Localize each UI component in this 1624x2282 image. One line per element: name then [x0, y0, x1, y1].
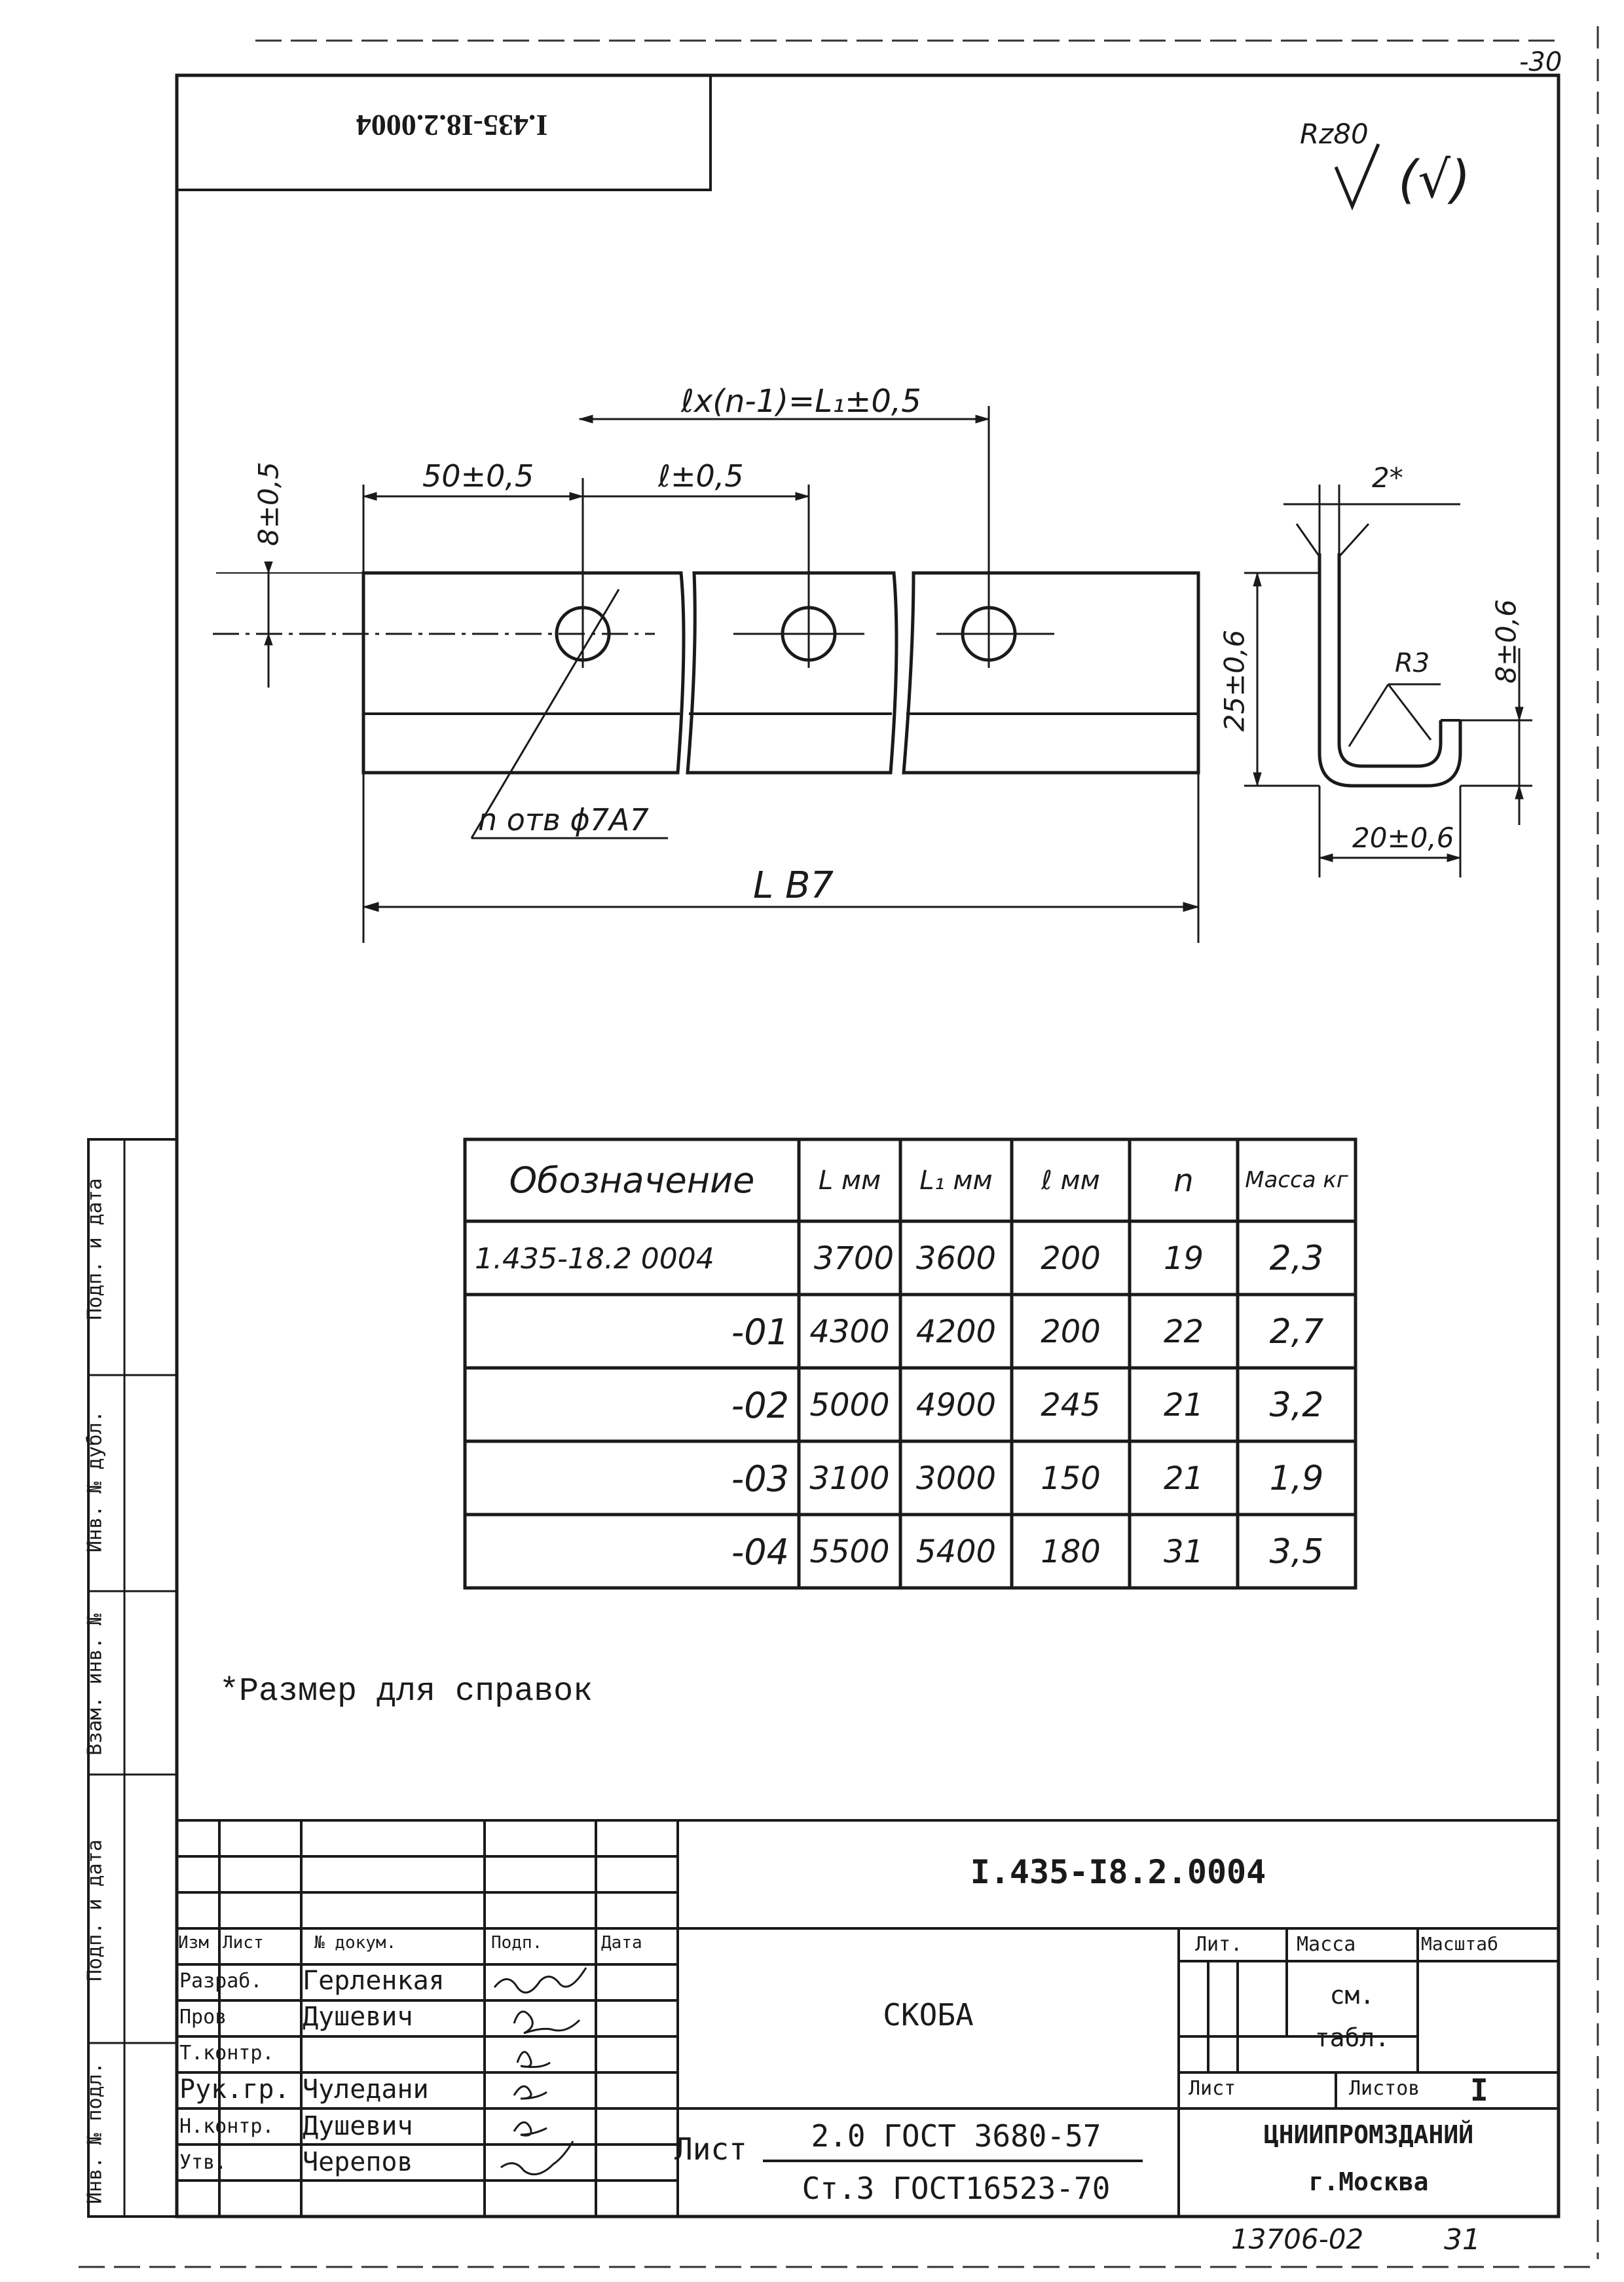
table-cell-mass: 2,3 [1269, 1239, 1324, 1278]
name-developed: Герленкая [303, 1966, 445, 1996]
table-cell-length1: 4200 [915, 1314, 997, 1350]
mass-label: Масса [1297, 1933, 1356, 1956]
side-label-dup-inv: Инв. № дубл. [83, 1410, 107, 1553]
side-label-sign-date-2: Подп. и дата [83, 1839, 107, 1981]
roughness-value: Rz80 [1300, 118, 1369, 150]
table-cell-designation: 1.435-18.2 0004 [475, 1242, 714, 1276]
dim-first-hole: 50±0,5 [422, 458, 534, 494]
col-header-doc: № докум. [314, 1933, 397, 1953]
roughness-general: (√) [1398, 151, 1471, 210]
table-cell-length: 3700 [813, 1240, 894, 1277]
table-cell-mass: 3,5 [1269, 1532, 1324, 1572]
material-label: Лист [674, 2131, 747, 2167]
table-header-pitch: ℓ мм [1041, 1165, 1100, 1196]
table-cell-length: 3100 [809, 1460, 890, 1497]
table-header-length1: L₁ мм [919, 1165, 993, 1196]
table-cell-length1: 3600 [915, 1240, 997, 1277]
table-cell-count: 19 [1163, 1240, 1204, 1277]
sheet-label: Лист [1189, 2077, 1236, 2100]
table-cell-count: 31 [1163, 1534, 1204, 1570]
material-line2: Ст.3 ГОСТ16523-70 [802, 2171, 1111, 2206]
table-cell-designation: -01 [731, 1311, 789, 1353]
title-block-part-name: СКОБА [883, 1997, 974, 2033]
name-norm-control: Душевич [303, 2111, 413, 2141]
bottom-stamp-number: 13706-02 [1231, 2223, 1364, 2255]
role-approved: Утв. [179, 2151, 227, 2174]
scale-label: Масштаб [1421, 1933, 1499, 1955]
org-city: г.Москва [1308, 2167, 1429, 2196]
table-cell-mass: 1,9 [1269, 1459, 1324, 1498]
sheets-label: Листов [1349, 2077, 1420, 2100]
name-checked: Душевич [303, 2002, 413, 2032]
col-header-date: Дата [601, 1933, 642, 1953]
dim-length: L B7 [753, 864, 834, 907]
dim-pitch: ℓ±0,5 [658, 458, 744, 494]
table-cell-count: 22 [1163, 1314, 1204, 1350]
role-checked: Пров [179, 2006, 227, 2029]
stamp-code-upside-down: I.435-I8.2.0004 [356, 109, 548, 142]
table-cell-length: 4300 [809, 1314, 890, 1350]
table-cell-pitch: 180 [1041, 1534, 1101, 1570]
table-cell-designation: -04 [731, 1531, 789, 1573]
name-group-lead: Чуледани [303, 2074, 429, 2105]
role-norm-control: Н.контр. [179, 2115, 274, 2138]
material-line1: 2.0 ГОСТ 3680-57 [811, 2118, 1101, 2154]
table-cell-mass: 3,2 [1269, 1386, 1324, 1425]
dim-edge: 8±0,5 [252, 462, 285, 546]
section-lip: 8±0,6 [1490, 599, 1522, 684]
col-header-rev: Изм [178, 1933, 209, 1953]
table-cell-designation: -03 [731, 1458, 789, 1500]
dim-overall-pitch: ℓx(n-1)=L₁±0,5 [681, 383, 921, 420]
lit-label: Лит. [1195, 1933, 1243, 1956]
title-block-code: I.435-I8.2.0004 [970, 1853, 1266, 1891]
table-cell-length: 5000 [809, 1387, 890, 1424]
sheet-corner-number: -30 [1519, 47, 1562, 77]
table-cell-length1: 4900 [915, 1387, 997, 1424]
role-tech-control: Т.контр. [179, 2042, 274, 2065]
signatures [488, 1961, 593, 2184]
dim-hole-callout: n отв ϕ7А7 [478, 802, 649, 837]
table-cell-length1: 3000 [915, 1460, 997, 1497]
table-cell-pitch: 150 [1041, 1460, 1101, 1497]
table-header-count: n [1173, 1162, 1194, 1199]
section-radius: R3 [1395, 648, 1430, 678]
org-name: ЦНИИПРОМЗДАНИЙ [1263, 2120, 1474, 2149]
table-header-designation: Обозначение [509, 1160, 755, 1201]
table-cell-designation: -02 [731, 1384, 789, 1426]
table-cell-count: 21 [1163, 1460, 1204, 1497]
col-header-sheet: Лист [223, 1933, 264, 1953]
table-cell-pitch: 200 [1041, 1240, 1101, 1277]
table-cell-length: 5500 [809, 1534, 890, 1570]
table-cell-length1: 5400 [915, 1534, 997, 1570]
table-header-length: L мм [818, 1165, 881, 1196]
role-group-lead: Рук.гр. [179, 2074, 290, 2105]
role-developed: Разраб. [179, 1970, 263, 1993]
table-cell-pitch: 245 [1041, 1387, 1101, 1424]
table-cell-count: 21 [1163, 1387, 1204, 1424]
table-cell-mass: 2,7 [1269, 1312, 1324, 1352]
col-header-sign: Подп. [491, 1933, 543, 1953]
mass-value: см. табл. [1314, 1981, 1390, 2052]
side-label-orig-inv: Инв. № подл. [83, 2062, 107, 2204]
bottom-page-number: 31 [1444, 2223, 1481, 2256]
footnote: *Размер для справок [219, 1673, 593, 1710]
name-approved: Черепов [303, 2147, 413, 2177]
table-header-mass: Масса кг [1245, 1167, 1348, 1194]
side-label-replace-inv: Взам. инв. № [83, 1613, 107, 1756]
table-cell-pitch: 200 [1041, 1314, 1101, 1350]
section-height: 25±0,6 [1218, 629, 1251, 732]
section-width: 20±0,6 [1352, 822, 1454, 854]
section-thickness: 2* [1372, 462, 1403, 494]
sheets-value: I [1470, 2072, 1488, 2108]
side-label-sign-date: Подп. и дата [83, 1178, 107, 1320]
